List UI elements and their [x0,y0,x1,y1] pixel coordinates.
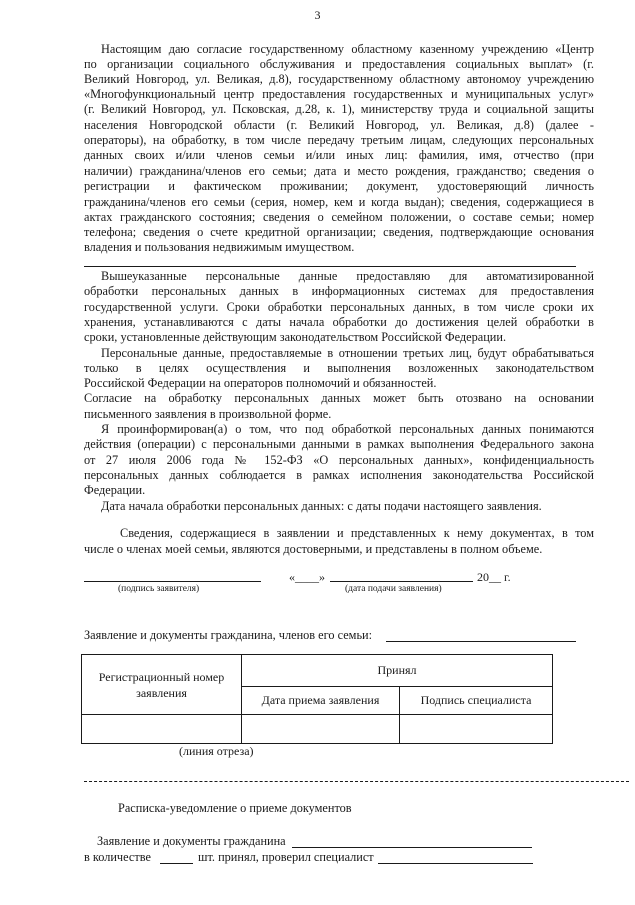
processing-line: Я проинформирован(а) о том, что под обработкой персональных данных понимаются [101,422,594,436]
consent-line: наличии) гражданина/членов его семьи; дата и место рождения, гражданство; сведения о [84,164,594,178]
consent-line: (г. Великий Новгород, ул. Псковская, д.28, к. 1), министерству труда и социальной защиты [84,102,594,116]
consent-line: населения Новгородской области (г. Великий Новгород, ул. Великая, д.8) (далее - [84,118,594,132]
processing-line: Федерации. [84,483,146,497]
processing-line: только в целях осуществления и выполнения возложенных законодательством [84,361,594,375]
date-header: Дата приема заявления [242,687,400,715]
processing-line: Российской Федерации на операторов полномочий и обязанностей. [84,376,437,390]
processing-line: письменного заявления в произвольной форме. [84,407,332,421]
registration-table [81,654,553,744]
page-number: 3 [314,8,321,22]
consent-line: регистрации и фактическом проживании; документ, удостоверяющий личность [84,179,594,193]
signature-field[interactable] [84,581,261,582]
date-month-field[interactable] [330,581,473,582]
processing-line: Дата начала обработки персональных данных: с даты подачи настоящего заявления. [101,499,542,513]
processing-line: от 27 июля 2006 года № 152-ФЗ «О персональных данных», конфиденциальность [84,453,594,467]
truth-line: числе о членах моей семьи, являются достоверными, и представлены в полном объеме. [84,542,543,556]
consent-line: Великий Новгород, ул. Великая, д.8), государственному областному автономоу учреждению [84,72,594,86]
consent-line: операторы), на обработку, в том числе передачу третьим лицам, следующих персональных [84,133,594,147]
family-docs-field[interactable] [386,641,576,642]
processing-line: сроки, установленные действующим законодательством Российской Федерации. [84,330,507,344]
reg-number-header [82,655,242,715]
accepted-header: Принял [242,655,553,687]
processing-line: Вышеуказанные персональные данные предоставляю для автоматизированной [101,269,594,283]
processing-line: хранения, устанавливаются с даты начала обработки до достижения целей обработки в [84,315,594,329]
consent-line: владения и пользования недвижимым имуществом. [84,240,355,254]
consent-line: гражданина/членов его семьи (серия, номер, кем и когда выдан); сведения, содержащиеся в [84,195,594,209]
consent-line: Настоящим даю согласие государственному областному казенному учреждению «Центр [101,42,594,56]
consent-line: актах гражданского состояния; сведения о семейном положении, о составе семьи; номер [84,210,594,224]
date-cell[interactable] [242,715,400,744]
consent-line: телефона; сведения о счете кредитной организации; сведения, подтверждающие основания [84,225,594,239]
receipt-count-label: в количестве [84,850,151,864]
date-year-field[interactable]: 20__ г. [477,570,511,584]
truth-line: Сведения, содержащиеся в заявлении и представленных к нему документах, в том [120,526,594,540]
processing-line: обработки персональных данных в информационных системах для предоставления [84,284,594,298]
signature-cell[interactable] [400,715,553,744]
receipt-specialist-field[interactable] [378,863,533,864]
processing-line: Персональные данные, предоставляемые в отношении третьих лиц, будут обрабатываться [101,346,594,360]
date-caption: (дата подачи заявления) [345,584,442,594]
receipt-line1-label: Заявление и документы гражданина [97,834,286,848]
receipt-citizen-field[interactable] [292,847,532,848]
receipt-specialist-label: шт. принял, проверил специалист [198,850,374,864]
processing-line: Согласие на обработку персональных данных может быть отозвано на основании [84,391,594,405]
processing-line: персональных данных соблюдается в рамках исполнения законодательства Российской [84,468,594,482]
cut-line-label: (линия отреза) [179,744,254,758]
consent-line: «Многофункциональный центр предоставления государственных и муниципальных услуг» [84,87,594,101]
date-day-field[interactable]: «____» [289,570,325,584]
receipt-count-field[interactable] [160,863,193,864]
family-docs-label: Заявление и документы гражданина, членов его семьи: [84,628,373,642]
consent-line: по организации социального обслуживания и предоставления социальных выплат» (г. [84,57,594,71]
processing-line: государственной услуги. Сроки обработки персональных данных, в том числе сроки их [84,300,594,314]
signature-caption: (подпись заявителя) [118,584,200,594]
signature-header: Подпись специалиста [400,687,553,715]
reg-number-cell[interactable] [82,715,242,744]
processing-line: действия (операции) с персональными данными в рамках выполнения Федерального закона [84,437,594,451]
consent-line: данных своих и/или членов семьи и/или иных лиц: фамилия, имя, отчество (при [84,148,594,162]
reg-number-header-text: Регистрационный номер заявления [98,669,225,700]
blank-line[interactable] [84,266,576,267]
receipt-title: Расписка-уведомление о приеме документов [118,801,352,815]
cut-line [84,781,629,782]
